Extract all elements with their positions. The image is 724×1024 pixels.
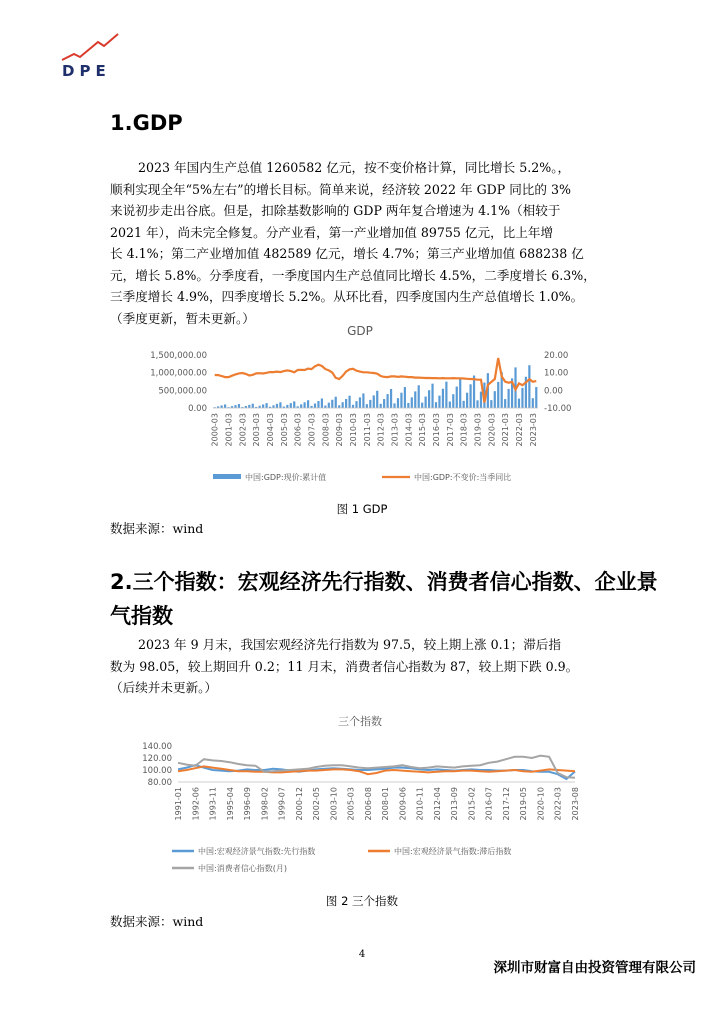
gdp-bar	[234, 405, 236, 408]
gdp-bar	[224, 404, 226, 408]
gdp-bar	[407, 403, 409, 408]
x-axis-tick: 2022-03	[553, 787, 563, 821]
gdp-bar	[490, 400, 492, 408]
right-axis-tick: 0.00	[544, 386, 563, 397]
x-axis-tick: 2017-12	[501, 787, 511, 821]
x-axis-tick: 1991-01	[174, 787, 183, 821]
logo-text: DPE	[62, 62, 111, 80]
legend-label: 中国:宏观经济景气指数:滞后指数	[394, 847, 512, 856]
x-axis-tick: 2019-05	[519, 787, 529, 821]
y-axis-tick: 120.00	[142, 754, 172, 764]
legend-swatch-bar	[213, 474, 241, 479]
x-axis-tick: 2009-06	[398, 787, 408, 821]
company-footer: 深圳市财富自由投资管理有限公司	[493, 960, 696, 976]
gdp-bar	[528, 365, 530, 408]
gdp-bar	[300, 404, 302, 408]
gdp-bar	[466, 393, 468, 408]
x-axis-tick: 1992-06	[191, 787, 201, 821]
paragraph-line: （季度更新，暂未更新。）	[110, 310, 255, 326]
paragraph-line: 2023 年国内生产总值 1260582 亿元，按不变价格计算，同比增长 5.2%。，	[138, 160, 571, 175]
gdp-bar	[463, 401, 465, 408]
gdp-bar	[442, 389, 444, 408]
legend-label: 中国:GDP:不变价:当季同比	[414, 473, 512, 482]
gdp-bar	[376, 391, 378, 408]
x-axis-tick: 2008-03	[321, 413, 331, 447]
gdp-bar	[459, 379, 461, 408]
right-axis-tick: -10.00	[544, 404, 572, 414]
x-axis-tick: 2001-03	[224, 413, 234, 447]
x-axis-tick: 2016-07	[484, 787, 494, 821]
section2-heading-line1: 2.三个指数：宏观经济先行指数、消费者信心指数、企业景	[110, 570, 658, 594]
x-axis-tick: 2003-03	[252, 413, 262, 447]
gdp-bar	[338, 405, 340, 408]
chart-title: GDP	[347, 324, 373, 338]
index-series-line	[178, 756, 575, 778]
section2-paragraph	[110, 634, 632, 699]
paragraph-line: 2021 年），尚未完全修复。分产业看，第一产业增加值 89755 亿元，比上年增	[110, 224, 554, 240]
gdp-bar	[480, 392, 482, 408]
gdp-bar	[518, 399, 520, 408]
gdp-bar	[400, 393, 402, 408]
paragraph-line: 顺利实现全年“5%左右”的增长目标。简单来说，经济较 2022 年 GDP 同比的 3%	[110, 181, 571, 197]
three-index-chart	[110, 706, 610, 884]
gdp-bar	[421, 403, 423, 408]
gdp-bar	[252, 404, 254, 408]
section2-heading-line2: 气指数	[110, 604, 173, 628]
right-axis-tick: 10.00	[544, 368, 569, 379]
gdp-bar	[373, 395, 375, 408]
gdp-bar	[380, 404, 382, 408]
paragraph-line: 数为 98.05，较上期回升 0.2；11 月末，消费者信心指数为 87，较上期下跌 0.9。	[110, 658, 579, 674]
x-axis-tick: 2004-03	[266, 413, 276, 447]
gdp-bar	[304, 402, 306, 408]
section1-heading: 1.GDP	[110, 111, 183, 135]
legend-label: 中国:宏观经济景气指数:先行指数	[198, 847, 316, 856]
y-axis-tick: 100.00	[142, 766, 172, 776]
gdp-bar	[262, 404, 264, 408]
page-number: 4	[358, 949, 366, 960]
gdp-bar	[414, 391, 416, 408]
gdp-bar	[438, 396, 440, 408]
legend-label: 中国:消费者信心指数(月)	[198, 864, 287, 873]
gdp-bar	[411, 397, 413, 408]
gdp-bar	[469, 384, 471, 408]
gdp-bar	[390, 389, 392, 408]
gdp-bar	[355, 401, 357, 408]
gdp-bar	[452, 394, 454, 408]
gdp-bar	[286, 405, 288, 408]
gdp-bar	[366, 404, 368, 408]
x-axis-tick: 2000-03	[210, 413, 220, 447]
paragraph-line: 元，增长 5.8%。分季度看，一季度国内生产总值同比增长 4.5%，二季度增长 6.3%，	[110, 267, 596, 283]
left-axis-tick: 0.00	[188, 404, 207, 414]
paragraph-line: 2023 年 9 月末，我国宏观经济先行指数为 97.5，较上期上涨 0.1；滞后指	[138, 637, 561, 652]
right-axis-tick: 20.00	[544, 351, 569, 361]
x-axis-tick: 2018-03	[459, 413, 469, 447]
gdp-bar	[352, 405, 354, 408]
gdp-bar	[504, 399, 506, 408]
gdp-bar	[248, 405, 250, 408]
gdp-bar	[290, 403, 292, 408]
gdp-bar	[497, 382, 499, 408]
x-axis-tick: 2019-03	[473, 413, 483, 447]
x-axis-tick: 2012-03	[376, 413, 386, 447]
gdp-bar	[345, 399, 347, 408]
x-axis-tick: 2006-08	[363, 787, 373, 821]
left-axis-tick: 1,000,000.00	[150, 368, 207, 379]
gdp-bar	[362, 393, 364, 408]
x-axis-tick: 2005-03	[279, 413, 289, 447]
gdp-bar	[431, 384, 433, 408]
gdp-bar	[265, 403, 267, 408]
y-axis-tick: 80.00	[147, 778, 172, 788]
x-axis-tick: 2016-03	[432, 413, 442, 447]
legend-label: 中国:GDP:现价:累计值	[245, 473, 327, 482]
gdp-bar	[321, 398, 323, 408]
figure1-caption: 图 1 GDP	[336, 502, 388, 516]
gdp-bar	[383, 399, 385, 408]
gdp-chart	[110, 318, 610, 490]
gdp-bar	[276, 404, 278, 408]
x-axis-tick: 1993-11	[208, 787, 218, 821]
figure2-caption: 图 2 三个指数	[325, 894, 399, 908]
paragraph-line: （后续并未更新。）	[110, 680, 218, 695]
gdp-bar	[535, 387, 537, 408]
gdp-bar	[359, 397, 361, 408]
gdp-bar	[425, 397, 427, 408]
gdp-bar	[428, 390, 430, 408]
x-axis-tick: 2017-03	[445, 413, 455, 447]
x-axis-tick: 2010-11	[415, 787, 425, 821]
x-axis-tick: 2012-04	[432, 787, 442, 821]
gdp-bar	[435, 402, 437, 408]
x-axis-tick: 2011-03	[362, 413, 372, 447]
gdp-bar	[307, 400, 309, 408]
x-axis-tick: 2020-10	[536, 787, 546, 821]
x-axis-tick: 2014-03	[404, 413, 414, 447]
gdp-bar	[456, 387, 458, 408]
section1-paragraph	[110, 157, 632, 329]
gdp-bar	[314, 404, 316, 408]
x-axis-tick: 1996-09	[243, 787, 253, 821]
gdp-bar	[293, 401, 295, 408]
x-axis-tick: 2010-03	[349, 413, 359, 447]
gdp-bar	[348, 396, 350, 408]
x-axis-tick: 1998-02	[260, 787, 270, 821]
figure2-source: 数据来源：wind	[110, 914, 204, 929]
x-axis-tick: 2022-03	[514, 413, 524, 447]
gdp-bar	[328, 403, 330, 408]
x-axis-tick: 2002-05	[312, 787, 322, 821]
x-axis-tick: 2023-03	[528, 413, 538, 447]
gdp-bar	[397, 398, 399, 408]
gdp-bar	[445, 382, 447, 408]
x-axis-tick: 2009-03	[335, 413, 345, 447]
paragraph-line: 来说初步走出谷底。但是，扣除基数影响的 GDP 两年复合增速为 4.1%（相较于	[110, 203, 561, 218]
x-axis-tick: 2005-03	[346, 787, 356, 821]
x-axis-tick: 2021-03	[501, 413, 511, 447]
gdp-bar	[279, 402, 281, 408]
gdp-bar	[476, 400, 478, 408]
x-axis-tick: 2013-09	[450, 787, 460, 821]
figure1-source: 数据来源：wind	[110, 521, 204, 536]
gdp-bar	[386, 394, 388, 408]
left-axis-tick: 1,500,000.00	[150, 351, 207, 361]
gdp-bar	[418, 385, 420, 408]
gdp-bar	[335, 397, 337, 408]
gdp-bar	[317, 401, 319, 408]
gdp-bar	[404, 387, 406, 408]
gdp-bar	[449, 402, 451, 408]
left-axis-tick: 500,000.00	[158, 386, 207, 397]
x-axis-tick: 2006-03	[293, 413, 303, 447]
x-axis-tick: 1995-04	[225, 787, 235, 821]
x-axis-tick: 2007-03	[307, 413, 317, 447]
x-axis-tick: 2000-12	[294, 787, 304, 821]
paragraph-line: 长 4.1%；第二产业增加值 482589 亿元，增长 4.7%；第三产业增加值 688238 亿	[110, 246, 584, 261]
gdp-bar	[331, 400, 333, 408]
gdp-bar	[238, 404, 240, 408]
gdp-bar	[508, 389, 510, 408]
chart-title: 三个指数	[338, 715, 382, 728]
x-axis-tick: 2015-03	[418, 413, 428, 447]
gdp-bar	[342, 402, 344, 408]
gdp-bar	[521, 388, 523, 408]
gdp-bar	[272, 405, 274, 408]
gdp-bar	[393, 403, 395, 408]
x-axis-tick: 2023-08	[571, 787, 580, 821]
gdp-bar	[369, 400, 371, 408]
x-axis-tick: 2008-01	[381, 787, 391, 821]
x-axis-tick: 2020-03	[487, 413, 497, 447]
x-axis-tick: 2015-02	[467, 787, 477, 821]
x-axis-tick: 2002-03	[238, 413, 248, 447]
gdp-bar	[532, 398, 534, 408]
x-axis-tick: 1999-07	[277, 787, 287, 821]
y-axis-tick: 140.00	[142, 742, 172, 752]
x-axis-tick: 2003-10	[329, 787, 339, 821]
gdp-bar	[494, 391, 496, 408]
paragraph-line: 三季度增长 4.9%，四季度增长 5.2%。从环比看，四季度国内生产总值增长 1.0%。	[110, 289, 584, 304]
x-axis-tick: 2013-03	[390, 413, 400, 447]
